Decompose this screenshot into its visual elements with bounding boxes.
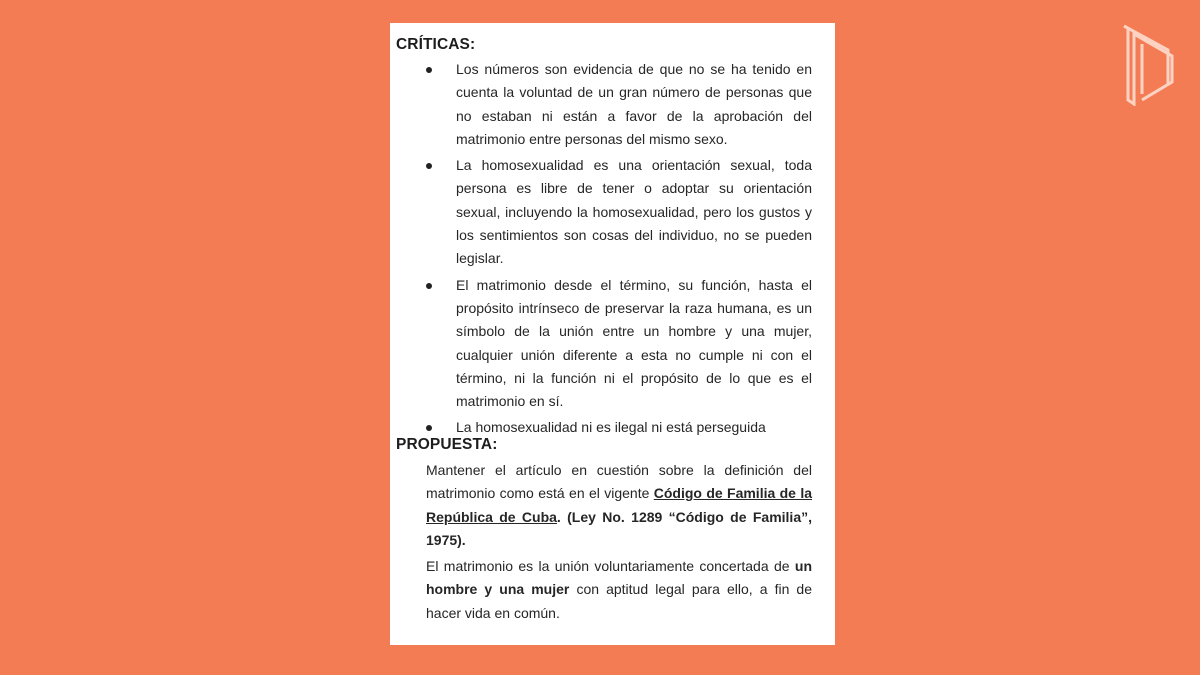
list-item-text: La homosexualidad es una orientación sexual, toda persona es libre de tener o adoptar su orientación sexual, incluyendo la homosexualidad, pero los gustos y los sentimientos son cosas del individuo, no se pueden legislar. [456, 157, 812, 267]
list-item-text: La homosexualidad ni es ilegal ni está perseguida [456, 419, 766, 436]
propuesta-heading: PROPUESTA: [396, 436, 498, 453]
ley-reference: . (Ley No. 1289 “Código de Familia”, 1975). [426, 508, 812, 548]
list-item [426, 58, 812, 151]
bullet-icon [426, 425, 432, 431]
bullet-icon [426, 67, 432, 73]
bullet-icon [426, 163, 432, 169]
list-item-text: Los números son evidencia de que no se ha tenido en cuenta la voluntad de un gran número de personas que no estaban ni están a favor de la aprobación del matrimonio entre personas del mismo sexo. [456, 61, 812, 147]
propuesta-text: El matrimonio es la unión voluntariamente concertada de [426, 558, 795, 574]
propuesta-text: Mantener el artículo en cuestión sobre la definición del matrimonio como está en el vigente [426, 462, 812, 502]
codigo-familia-reference: Código de Familia de la República de Cuba [426, 485, 813, 525]
emphasis-text: un hombre y una mujer [426, 558, 812, 598]
bullet-icon [426, 283, 432, 289]
propuesta-text: con aptitud legal para ello, a fin de hacer vida en común. [426, 581, 813, 621]
document-page [390, 23, 835, 645]
list-item [426, 274, 812, 414]
brand-logo-icon [1122, 24, 1178, 106]
propuesta-paragraph-1 [426, 459, 812, 552]
list-item-text: El matrimonio desde el término, su función, hasta el propósito intrínseco de preservar la raza humana, es un símbolo de la unión entre un hombre y una mujer, cualquier unión diferente a esta no cumple ni con el término, ni la función ni el propósito de lo que es el matrimonio en sí. [456, 276, 812, 410]
criticas-heading: CRÍTICAS: [396, 36, 476, 53]
propuesta-paragraph-2 [426, 555, 812, 625]
criticas-list [426, 58, 812, 443]
list-item [426, 154, 812, 270]
